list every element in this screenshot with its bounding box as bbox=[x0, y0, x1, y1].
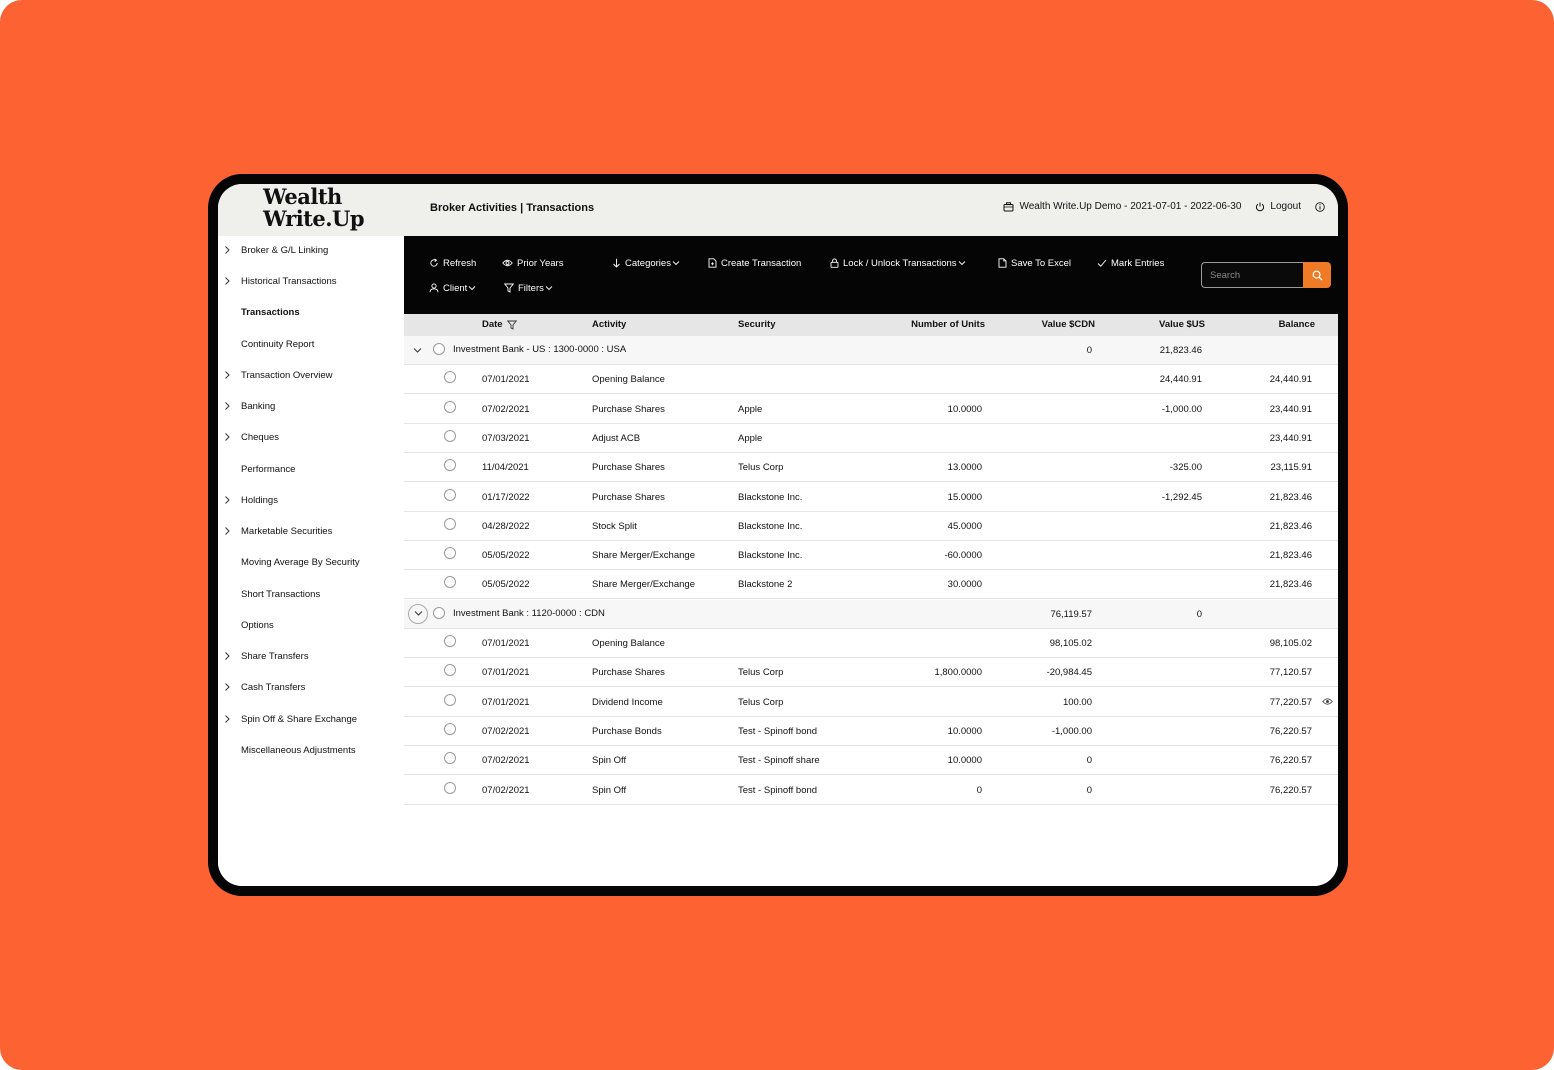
briefcase-icon bbox=[1003, 202, 1014, 212]
units-cell: 10.0000 bbox=[947, 755, 982, 767]
chevron-right-icon[interactable] bbox=[224, 495, 231, 505]
table-row[interactable] bbox=[404, 483, 1338, 512]
chevron-right-icon[interactable] bbox=[224, 245, 231, 255]
sidebar-item-label: Cheques bbox=[241, 431, 280, 443]
save-to-excel-label: Save To Excel bbox=[1011, 257, 1072, 269]
security-cell: Apple bbox=[738, 432, 763, 444]
filters-label: Filters bbox=[518, 282, 544, 294]
units-cell: 10.0000 bbox=[947, 403, 982, 415]
filter-icon bbox=[504, 283, 514, 293]
activity-cell: Spin Off bbox=[592, 784, 627, 796]
date-cell: 07/02/2021 bbox=[482, 784, 530, 796]
units-column-header[interactable] bbox=[911, 319, 985, 330]
lock-unlock-dropdown[interactable] bbox=[830, 256, 966, 270]
table-row[interactable] bbox=[404, 629, 1338, 658]
sidebar-item-label: Moving Average By Security bbox=[241, 556, 360, 568]
sidebar-item[interactable] bbox=[218, 677, 404, 697]
value-cdn-cell: 0 bbox=[1086, 755, 1092, 767]
balance-cell: 76,220.57 bbox=[1269, 784, 1312, 796]
balance-header-label: Balance bbox=[1278, 319, 1315, 330]
security-cell: Telus Corp bbox=[738, 462, 784, 474]
info-icon bbox=[1315, 202, 1325, 212]
sidebar bbox=[218, 236, 404, 886]
brand-line-2: Write.Up bbox=[263, 206, 365, 231]
activity-cell: Purchase Shares bbox=[592, 491, 665, 503]
header-right bbox=[989, 201, 1330, 212]
sidebar-item[interactable] bbox=[218, 396, 404, 416]
sidebar-item[interactable] bbox=[218, 271, 404, 291]
sidebar-item-label: Broker & G/L Linking bbox=[241, 244, 329, 256]
categories-dropdown[interactable] bbox=[612, 256, 680, 270]
security-cell: Telus Corp bbox=[738, 696, 784, 708]
user-icon bbox=[429, 283, 439, 293]
date-cell: 07/03/2021 bbox=[482, 432, 530, 444]
date-cell: 07/01/2021 bbox=[482, 638, 530, 649]
units-cell: 13.0000 bbox=[947, 462, 982, 474]
sidebar-item-label: Short Transactions bbox=[241, 588, 321, 600]
lock-unlock-label: Lock / Unlock Transactions bbox=[843, 257, 957, 269]
sidebar-item-label: Spin Off & Share Exchange bbox=[241, 713, 358, 725]
lock-icon bbox=[830, 258, 839, 268]
toolbar bbox=[404, 236, 1338, 314]
security-cell: Test - Spinoff share bbox=[738, 755, 820, 767]
table-header bbox=[404, 314, 1338, 336]
chevron-down-icon bbox=[958, 260, 966, 266]
search-input[interactable] bbox=[1201, 262, 1303, 288]
prior-years-button[interactable] bbox=[502, 256, 563, 270]
security-header-label: Security bbox=[738, 319, 776, 330]
table-row[interactable] bbox=[404, 424, 1338, 453]
sidebar-item[interactable] bbox=[218, 740, 404, 760]
sidebar-item[interactable] bbox=[218, 552, 404, 572]
date-cell: 04/28/2022 bbox=[482, 520, 530, 532]
sidebar-item[interactable] bbox=[218, 490, 404, 510]
row-select-radio[interactable] bbox=[444, 576, 456, 588]
document-icon bbox=[998, 258, 1007, 268]
balance-cell: 21,823.46 bbox=[1269, 520, 1312, 532]
security-cell: Blackstone 2 bbox=[738, 579, 793, 591]
sidebar-item-label: Marketable Securities bbox=[241, 525, 333, 537]
group-select-radio[interactable] bbox=[433, 343, 445, 355]
sidebar-item-label: Options bbox=[241, 619, 274, 631]
view-icon[interactable] bbox=[1322, 697, 1333, 706]
balance-cell: 77,220.57 bbox=[1269, 696, 1312, 708]
value-cdn-cell: -20,984.45 bbox=[1046, 667, 1092, 679]
table-row[interactable] bbox=[404, 717, 1338, 746]
sidebar-item-label: Miscellaneous Adjustments bbox=[241, 744, 356, 756]
row-select-radio[interactable] bbox=[444, 694, 456, 706]
group-row[interactable] bbox=[404, 600, 1338, 629]
sidebar-item-label: Share Transfers bbox=[241, 650, 309, 662]
sidebar-item-label: Transaction Overview bbox=[241, 369, 333, 381]
security-cell: Telus Corp bbox=[738, 667, 784, 679]
activity-cell: Stock Split bbox=[592, 520, 637, 532]
row-select-radio[interactable] bbox=[444, 635, 456, 647]
eye-icon bbox=[502, 258, 513, 268]
units-cell: 45.0000 bbox=[947, 520, 982, 532]
client-period-label: Wealth Write.Up Demo - 2021-07-01 - 2022-06-30 bbox=[1019, 201, 1242, 212]
balance-cell: 23,440.91 bbox=[1269, 432, 1312, 444]
row-select-radio[interactable] bbox=[444, 371, 456, 383]
filters-dropdown[interactable] bbox=[504, 281, 553, 295]
value-us-cell: -325.00 bbox=[1169, 462, 1202, 474]
transactions-table bbox=[404, 314, 1338, 886]
save-to-excel-button[interactable] bbox=[998, 256, 1071, 270]
table-row[interactable] bbox=[404, 541, 1338, 570]
row-select-radio[interactable] bbox=[444, 430, 456, 442]
table-row[interactable] bbox=[404, 453, 1338, 482]
security-cell: Blackstone Inc. bbox=[738, 491, 803, 503]
mark-entries-button[interactable] bbox=[1097, 256, 1164, 270]
chevron-right-icon[interactable] bbox=[224, 401, 231, 411]
checkmark-icon bbox=[1097, 258, 1107, 268]
chevron-right-icon[interactable] bbox=[224, 651, 231, 661]
sidebar-item-label: Banking bbox=[241, 400, 276, 412]
sidebar-item[interactable] bbox=[218, 334, 404, 354]
create-transaction-label: Create Transaction bbox=[721, 257, 802, 269]
units-header-label: Number of Units bbox=[911, 319, 985, 330]
chevron-right-icon[interactable] bbox=[224, 682, 231, 692]
activity-cell: Spin Off bbox=[592, 755, 627, 767]
activity-cell: Purchase Shares bbox=[592, 667, 665, 679]
row-select-radio[interactable] bbox=[444, 489, 456, 501]
row-select-radio[interactable] bbox=[444, 547, 456, 559]
activity-cell: Purchase Shares bbox=[592, 403, 665, 415]
brand-logo[interactable] bbox=[263, 186, 364, 230]
refresh-icon bbox=[429, 258, 439, 268]
group-value-cdn: 0 bbox=[1086, 345, 1092, 356]
value-cdn-cell: 0 bbox=[1086, 784, 1092, 796]
value-us-column-header[interactable] bbox=[1159, 319, 1205, 330]
table-row[interactable] bbox=[404, 570, 1338, 599]
units-cell: 15.0000 bbox=[947, 491, 982, 503]
balance-cell: 76,220.57 bbox=[1269, 725, 1312, 737]
row-select-radio[interactable] bbox=[444, 752, 456, 764]
activity-column-header[interactable] bbox=[592, 319, 626, 330]
search-icon bbox=[1312, 270, 1323, 281]
table-row[interactable] bbox=[404, 365, 1338, 394]
balance-cell: 21,823.46 bbox=[1269, 579, 1312, 591]
activity-cell: Dividend Income bbox=[592, 696, 663, 708]
date-header-label: Date bbox=[482, 319, 503, 330]
security-cell: Blackstone Inc. bbox=[738, 520, 803, 532]
activity-cell: Opening Balance bbox=[592, 374, 665, 386]
group-value-cdn: 76,119.57 bbox=[1050, 608, 1092, 620]
value-cdn-cell: 100.00 bbox=[1062, 696, 1092, 708]
arrow-down-icon bbox=[612, 258, 621, 268]
sidebar-item[interactable] bbox=[218, 521, 404, 541]
sidebar-item-label: Holdings bbox=[241, 494, 278, 506]
activity-cell: Share Merger/Exchange bbox=[592, 550, 695, 562]
date-cell: 07/01/2021 bbox=[482, 374, 530, 386]
security-column-header[interactable] bbox=[738, 319, 776, 330]
date-cell: 07/02/2021 bbox=[482, 403, 530, 415]
sidebar-item-label: Continuity Report bbox=[241, 338, 315, 350]
mark-entries-label: Mark Entries bbox=[1111, 257, 1165, 269]
new-document-icon bbox=[708, 258, 717, 268]
sidebar-item[interactable] bbox=[218, 427, 404, 447]
sidebar-item[interactable] bbox=[218, 302, 404, 322]
row-select-radio[interactable] bbox=[444, 401, 456, 413]
value-us-cell: 24,440.91 bbox=[1159, 374, 1202, 386]
date-column-header[interactable] bbox=[482, 319, 517, 330]
date-cell: 07/01/2021 bbox=[482, 667, 530, 679]
sidebar-item[interactable] bbox=[218, 365, 404, 385]
prior-years-label: Prior Years bbox=[517, 257, 564, 269]
balance-cell: 24,440.91 bbox=[1269, 374, 1312, 386]
sidebar-item[interactable] bbox=[218, 459, 404, 479]
client-label: Client bbox=[443, 282, 468, 294]
row-select-radio[interactable] bbox=[444, 459, 456, 471]
date-cell: 07/02/2021 bbox=[482, 755, 530, 767]
group-label: Investment Bank - US : 1300-0000 : USA bbox=[453, 344, 627, 355]
security-cell: Test - Spinoff bond bbox=[738, 725, 818, 737]
date-cell: 01/17/2022 bbox=[482, 491, 530, 503]
group-value-us: 0 bbox=[1196, 608, 1202, 620]
row-select-radio[interactable] bbox=[444, 782, 456, 794]
value-us-header-label: Value $US bbox=[1159, 319, 1205, 330]
page-title: Broker Activities | Transactions bbox=[430, 202, 595, 214]
value-us-cell: -1,292.45 bbox=[1161, 491, 1202, 503]
chevron-down-icon bbox=[414, 610, 423, 617]
value-cdn-header-label: Value $CDN bbox=[1041, 319, 1095, 330]
chevron-down-icon bbox=[672, 260, 680, 266]
chevron-down-icon bbox=[545, 285, 553, 291]
top-header bbox=[218, 184, 1338, 236]
sidebar-item-label: Transactions bbox=[241, 306, 300, 318]
units-cell: 30.0000 bbox=[947, 579, 982, 591]
date-cell: 05/05/2022 bbox=[482, 550, 530, 562]
value-cdn-column-header[interactable] bbox=[1042, 319, 1095, 330]
power-icon bbox=[1255, 202, 1265, 212]
chevron-right-icon[interactable] bbox=[224, 370, 231, 380]
value-cdn-cell: 98,105.02 bbox=[1049, 638, 1092, 649]
refresh-button[interactable] bbox=[429, 256, 476, 270]
activity-cell: Share Merger/Exchange bbox=[592, 579, 695, 591]
table-row[interactable] bbox=[404, 512, 1338, 541]
table-row[interactable] bbox=[404, 658, 1338, 687]
chevron-down-icon bbox=[468, 285, 476, 291]
chevron-right-icon[interactable] bbox=[224, 526, 231, 536]
client-dropdown[interactable] bbox=[429, 281, 476, 295]
logout-button[interactable] bbox=[1255, 201, 1301, 212]
sidebar-item-label: Cash Transfers bbox=[241, 681, 306, 693]
units-cell: 1,800.0000 bbox=[934, 667, 982, 679]
balance-cell: 21,823.46 bbox=[1269, 550, 1312, 562]
date-cell: 07/02/2021 bbox=[482, 725, 530, 737]
group-row[interactable] bbox=[404, 336, 1338, 365]
categories-label: Categories bbox=[625, 257, 671, 269]
units-cell: -60.0000 bbox=[944, 550, 982, 562]
chevron-right-icon[interactable] bbox=[224, 714, 231, 724]
collapse-toggle[interactable] bbox=[408, 604, 428, 624]
collapse-toggle[interactable] bbox=[413, 346, 422, 357]
security-cell: Test - Spinoff bond bbox=[738, 784, 818, 796]
client-period[interactable] bbox=[1003, 201, 1241, 212]
date-cell: 07/01/2021 bbox=[482, 696, 530, 708]
balance-cell: 77,120.57 bbox=[1269, 667, 1312, 679]
search-button[interactable] bbox=[1303, 262, 1331, 288]
app-screen bbox=[218, 184, 1338, 886]
value-us-cell: -1,000.00 bbox=[1161, 403, 1202, 415]
row-select-radio[interactable] bbox=[444, 518, 456, 530]
chevron-right-icon[interactable] bbox=[224, 432, 231, 442]
date-cell: 11/04/2021 bbox=[482, 462, 529, 474]
units-cell: 0 bbox=[976, 784, 982, 796]
balance-column-header[interactable] bbox=[1279, 319, 1315, 330]
activity-cell: Adjust ACB bbox=[592, 432, 641, 444]
sidebar-item[interactable] bbox=[218, 709, 404, 729]
activity-cell: Purchase Shares bbox=[592, 462, 665, 474]
activity-header-label: Activity bbox=[592, 319, 627, 330]
row-select-radio[interactable] bbox=[444, 723, 456, 735]
balance-cell: 98,105.02 bbox=[1269, 638, 1312, 649]
sidebar-item[interactable] bbox=[218, 240, 404, 260]
units-cell: 10.0000 bbox=[947, 725, 982, 737]
chevron-down-icon bbox=[413, 347, 422, 354]
brand-line-1: Wealth bbox=[263, 184, 342, 209]
table-row[interactable] bbox=[404, 688, 1338, 717]
sidebar-item[interactable] bbox=[218, 584, 404, 604]
sidebar-item-label: Performance bbox=[241, 463, 296, 475]
date-cell: 05/05/2022 bbox=[482, 579, 530, 591]
filter-icon[interactable] bbox=[507, 320, 517, 330]
refresh-label: Refresh bbox=[443, 257, 477, 269]
create-transaction-button[interactable] bbox=[708, 256, 801, 270]
group-select-radio[interactable] bbox=[433, 607, 445, 619]
info-button[interactable] bbox=[1315, 202, 1330, 212]
chevron-right-icon[interactable] bbox=[224, 276, 231, 286]
group-label: Investment Bank : 1120-0000 : CDN bbox=[453, 607, 605, 619]
table-row[interactable] bbox=[404, 746, 1338, 775]
security-cell: Apple bbox=[738, 403, 763, 415]
sidebar-item-label: Historical Transactions bbox=[241, 275, 337, 287]
row-select-radio[interactable] bbox=[444, 664, 456, 676]
balance-cell: 21,823.46 bbox=[1269, 491, 1312, 503]
table-row[interactable] bbox=[404, 395, 1338, 424]
balance-cell: 76,220.57 bbox=[1269, 755, 1312, 767]
sidebar-item[interactable] bbox=[218, 646, 404, 666]
balance-cell: 23,115.91 bbox=[1270, 462, 1312, 474]
activity-cell: Purchase Bonds bbox=[592, 725, 662, 737]
value-cdn-cell: -1,000.00 bbox=[1051, 725, 1092, 737]
sidebar-item[interactable] bbox=[218, 615, 404, 635]
logout-label: Logout bbox=[1270, 201, 1301, 212]
device-frame bbox=[208, 174, 1348, 896]
group-value-us: 21,823.46 bbox=[1159, 345, 1202, 356]
balance-cell: 23,440.91 bbox=[1269, 403, 1312, 415]
security-cell: Blackstone Inc. bbox=[738, 550, 803, 562]
table-row[interactable] bbox=[404, 776, 1338, 805]
activity-cell: Opening Balance bbox=[592, 638, 665, 649]
